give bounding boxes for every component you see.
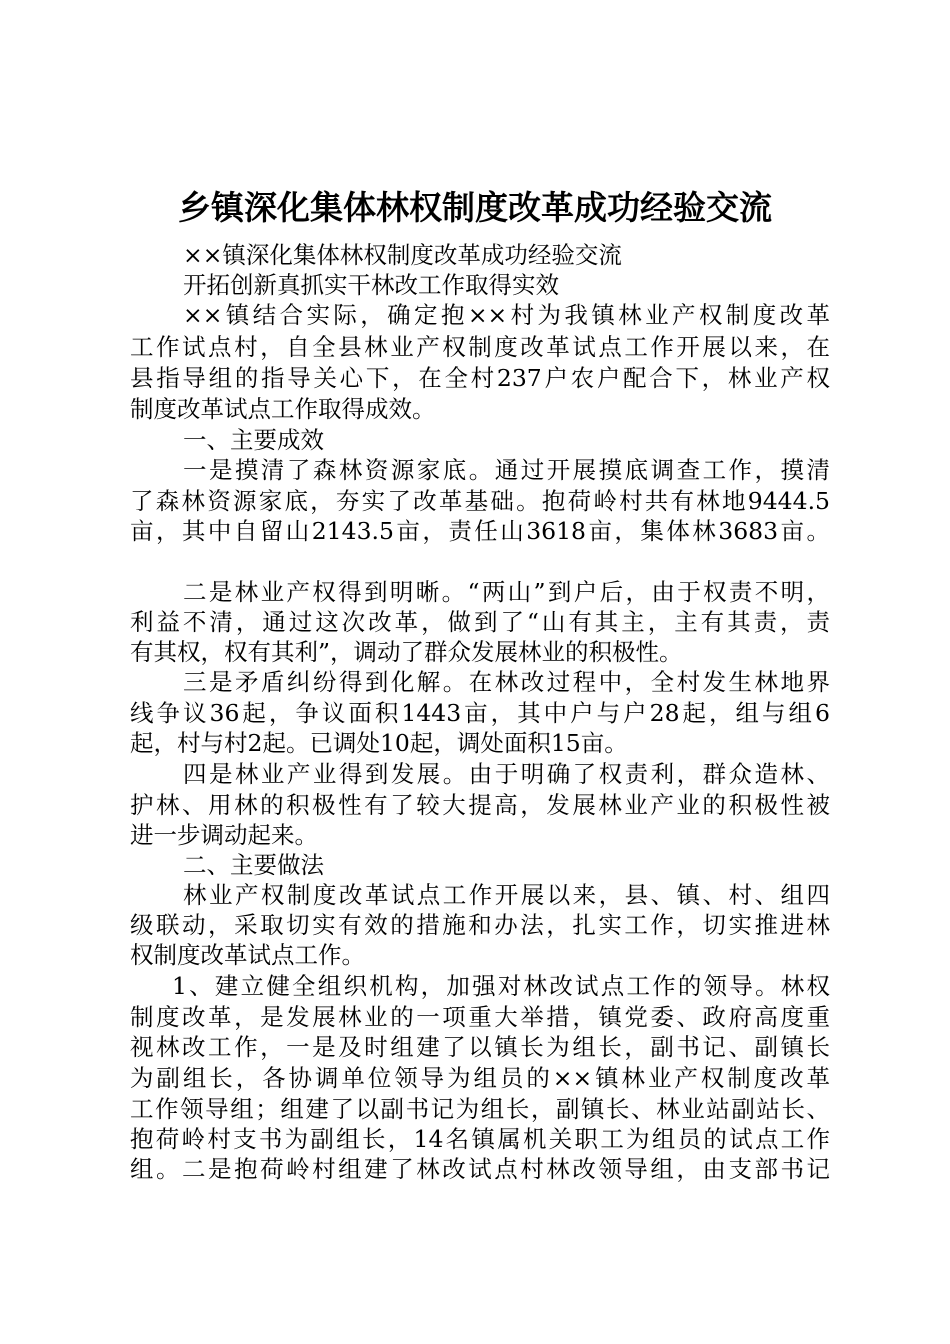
paragraph-line: 有其权，权有其利”，调动了群众发展林业的积极性。 xyxy=(130,638,683,666)
paragraph-line: 工作领导组；组建了以副书记为组长，副镇长、林业站副站长、 xyxy=(130,1095,830,1123)
section-heading: 二、主要做法 xyxy=(183,851,324,879)
paragraph-line: 级联动，采取切实有效的措施和办法，扎实工作，切实推进林 xyxy=(130,911,830,939)
paragraph-line: 抱荷岭村支书为副组长，14名镇属机关职工为组员的试点工作 xyxy=(130,1125,830,1153)
paragraph-line: 起，村与村2起。已调处10起，调处面积15亩。 xyxy=(130,729,628,757)
paragraph-line: 一是摸清了森林资源家底。通过开展摸底调查工作，摸清 xyxy=(183,456,830,484)
paragraph-line: 制度改革，是发展林业的一项重大举措，镇党委、政府高度重 xyxy=(130,1003,830,1031)
paragraph-line: 护林、用林的积极性有了较大提高，发展林业产业的积极性被 xyxy=(130,791,830,819)
paragraph-line: 权制度改革试点工作。 xyxy=(130,941,365,969)
paragraph-line: 林业产权制度改革试点工作开展以来，县、镇、村、组四 xyxy=(183,881,830,909)
paragraph-line: 视林改工作，一是及时组建了以镇长为组长，副书记、副镇长 xyxy=(130,1033,830,1061)
paragraph-line: 开拓创新真抓实干林改工作取得实效 xyxy=(183,271,559,299)
paragraph-line: 为副组长，各协调单位领导为组员的××镇林业产权制度改革 xyxy=(130,1064,830,1092)
paragraph-line: 1、建立健全组织机构，加强对林改试点工作的领导。林权 xyxy=(172,972,830,1000)
paragraph-line: 利益不清，通过这次改革，做到了“山有其主，主有其责，责 xyxy=(130,608,830,636)
paragraph-line: ××镇深化集体林权制度改革成功经验交流 xyxy=(183,241,622,269)
section-heading: 一、主要成效 xyxy=(183,426,324,454)
paragraph-line: 三是矛盾纠纷得到化解。在林改过程中，全村发生林地界 xyxy=(183,668,830,696)
paragraph-line: 县指导组的指导关心下，在全村237户农户配合下，林业产权 xyxy=(130,364,830,392)
paragraph-line: 二是林业产权得到明晰。“两山”到户后，由于权责不明， xyxy=(183,578,830,606)
paragraph-line: 组。二是抱荷岭村组建了林改试点村林改领导组，由支部书记 xyxy=(130,1155,830,1183)
paragraph-line: ××镇结合实际，确定抱××村为我镇林业产权制度改革 xyxy=(183,301,830,329)
paragraph-line: 四是林业产业得到发展。由于明确了权责利，群众造林、 xyxy=(183,760,830,788)
paragraph-line: 亩，其中自留山2143.5亩，责任山3618亩，集体林3683亩。 xyxy=(130,517,830,545)
paragraph-line: 工作试点村，自全县林业产权制度改革试点工作开展以来，在 xyxy=(130,333,830,361)
document-title: 乡镇深化集体林权制度改革成功经验交流 xyxy=(178,188,772,227)
paragraph-line: 进一步调动起来。 xyxy=(130,821,318,849)
paragraph-line: 线争议36起，争议面积1443亩，其中户与户28起，组与组6 xyxy=(130,699,830,727)
paragraph-line: 了森林资源家底，夯实了改革基础。抱荷岭村共有林地9444.5 xyxy=(130,487,830,515)
paragraph-line: 制度改革试点工作取得成效。 xyxy=(130,395,436,423)
